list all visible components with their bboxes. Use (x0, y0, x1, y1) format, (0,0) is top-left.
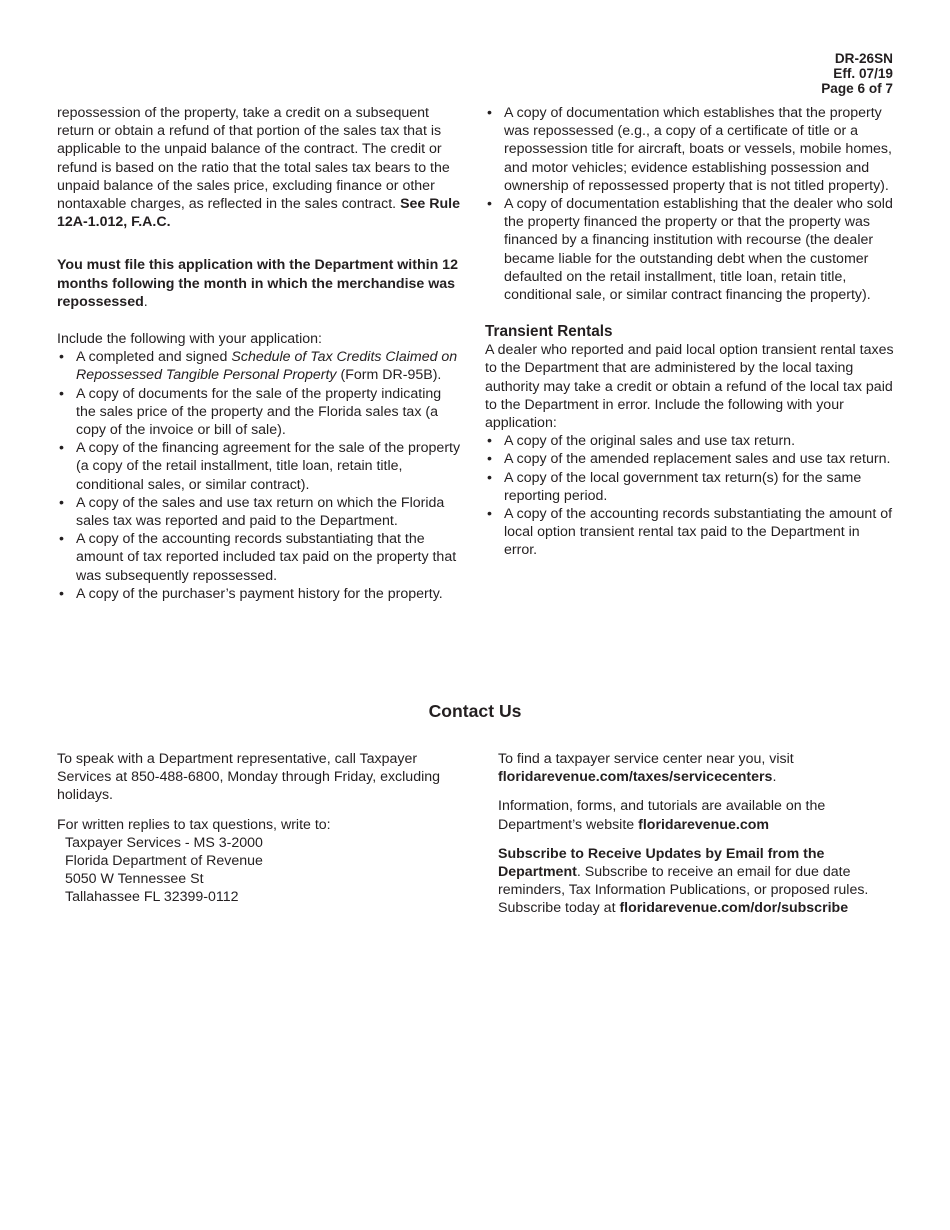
form-page-number: Page 6 of 7 (821, 80, 893, 96)
filing-deadline-notice: You must file this application with the Department within 12 months following the month in which the merchandise was repossessed. (57, 257, 458, 310)
contact-columns (0, 750, 950, 929)
transient-rentals-paragraph: A dealer who reported and paid local option transient rental taxes to the Department that are administered by the local taxing authority may take a credit or obtain a refund of the local tax paid to the Department in error. Include the following with your application: (485, 342, 894, 432)
contact-section (0, 700, 950, 929)
contact-left-column (57, 750, 457, 929)
intro-paragraph: repossession of the property, take a credit on a subsequent return or obtain a refund of that portion of the sales tax that is applicable to the unpaid balance of the contract. The credit or refund is based on the ratio that the total sales tax bears to the unpaid balance of the sales price, excluding finance or other nontaxable charges, as reflected in the sales contract. See Rule 12A-1.012, F.A.C. (57, 105, 461, 231)
list-item: Tallahassee FL 32399-0112 (65, 889, 239, 906)
list-item: • A copy of documentation establishing that the dealer who sold the property financed the property or that the property was financed by a financing institution with recourse (the dealer became liable for the outstanding debt when the customer defaulted on the retail installment, title loan, retain title, conditional sale, or similar contract financing the property). (485, 195, 895, 304)
list-item: 5050 W Tennessee St (65, 871, 204, 888)
list-item: • A copy of documentation which establishes that the property was repossessed (e.g., a copy of a certificate of title or a repossession title for aircraft, boats or vessels, mobile homes, and motor vehicles; evidence establishing possession and ownership of repossessed property that is not titled property). (485, 104, 895, 195)
contact-service-centers-paragraph: To find a taxpayer service center near you, visit floridarevenue.com/taxes/servicecenters. (498, 751, 794, 786)
list-item: • A copy of documents for the sale of the property indicating the sales price of the property and the Florida sales tax (a copy of the invoice or bill of sale). (57, 385, 463, 440)
application-documents-list (57, 348, 463, 603)
left-column (57, 104, 463, 603)
list-item: • A copy of the original sales and use tax return. (485, 432, 895, 450)
list-item: • A copy of the accounting records substantiating the amount of local option transient rental tax paid to the Department in error. (485, 505, 895, 560)
contact-heading: Contact Us (428, 701, 522, 721)
contact-subscribe-paragraph: Subscribe to Receive Updates by Email from the Department. Subscribe to receive an email for due date reminders, Tax Information Publications, or proposed rules. Subscribe today at floridarevenue.com/dor/subscribe (498, 845, 869, 917)
list-item: • A copy of the accounting records substantiating that the amount of tax reported included tax paid on the property that was subsequently repossessed. (57, 530, 463, 585)
list-item: • A copy of the purchaser’s payment history for the property. (57, 585, 463, 603)
form-header (821, 52, 893, 96)
list-item: • A copy of the financing agreement for the sale of the property (a copy of the retail installment, title loan, retain title, conditional sales, or similar contract). (57, 439, 463, 494)
form-effective-date: Eff. 07/19 (833, 65, 893, 81)
mailing-address (57, 834, 457, 907)
form-number: DR-26SN (834, 51, 893, 66)
main-columns (57, 104, 895, 603)
list-item: • A copy of the sales and use tax return on which the Florida sales tax was reported and paid to the Department. (57, 494, 463, 530)
right-column (485, 104, 895, 603)
list-item: Florida Department of Revenue (65, 853, 263, 870)
repossession-documents-list (485, 104, 895, 304)
list-item: Taxpayer Services - MS 3-2000 (65, 834, 263, 851)
contact-write-label: For written replies to tax questions, write to: (57, 816, 331, 833)
contact-phone-paragraph: To speak with a Department representative, call Taxpayer Services at 850-488-6800, Monday through Friday, excluding holidays. (57, 751, 441, 804)
include-instructions-label: Include the following with your application: (57, 331, 322, 348)
contact-right-column (498, 750, 895, 929)
transient-rentals-section (485, 322, 895, 559)
list-item: • A copy of the local government tax return(s) for the same reporting period. (485, 469, 895, 505)
transient-rentals-heading: Transient Rentals (485, 323, 613, 341)
list-item: • A copy of the amended replacement sales and use tax return. (485, 450, 895, 468)
transient-rentals-documents-list (485, 432, 895, 559)
contact-website-paragraph: Information, forms, and tutorials are available on the Department’s website floridarevenue.com (498, 798, 826, 833)
list-item: • A completed and signed Schedule of Tax Credits Claimed on Repossessed Tangible Personal Property (Form DR-95B). (57, 348, 463, 384)
